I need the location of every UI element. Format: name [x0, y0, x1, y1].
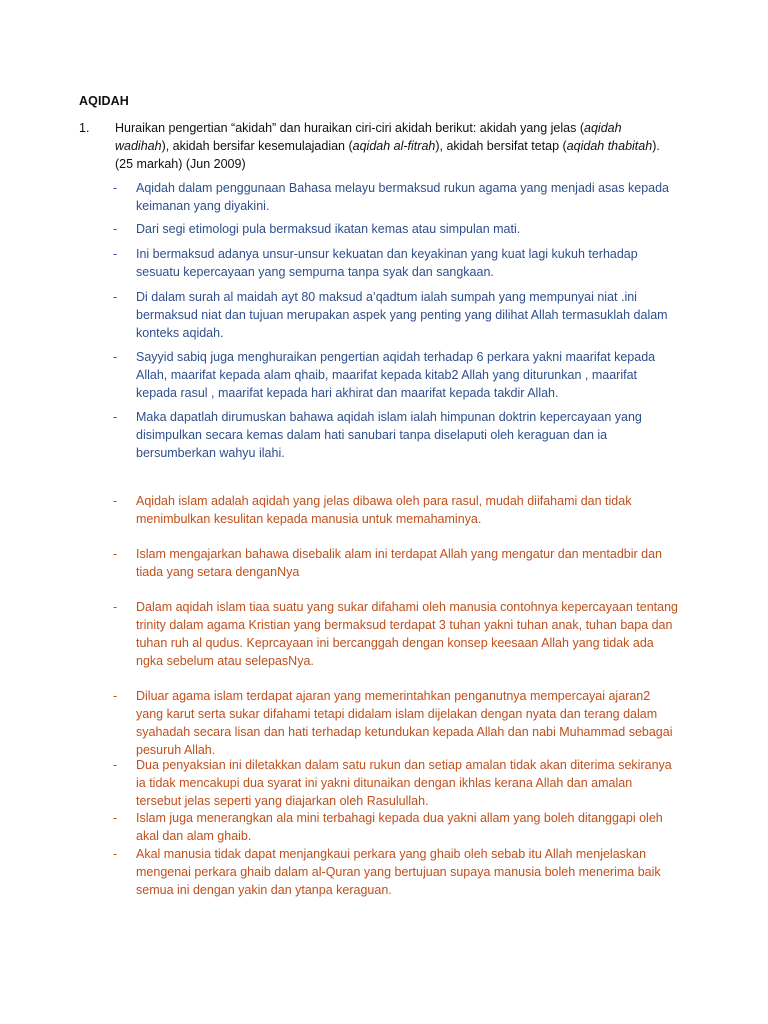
question-text-part: ), akidah bersifat tetap ( — [435, 139, 567, 153]
blue-point-3 — [113, 245, 678, 281]
point-text: Di dalam surah al maidah ayt 80 maksud a’qadtum ialah sumpah yang mempunyai niat .ini bermaksud niat dan tujuan merupakan aspek yang penting yang dilihat Allah termasuklah dalam konteks aqidah. — [136, 290, 668, 340]
point-text: Sayyid sabiq juga menghuraikan pengertian aqidah terhadap 6 perkara yakni maarifat kepada Allah, maarifat kepada alam qhaib, maarifat kepada kitab2 Allah yang diturunkan , maarifat kepada rasul , maarifat kepada hari akhirat dan maarifat kepada takdir Allah. — [136, 350, 656, 400]
bullet-dash: - — [113, 247, 118, 261]
orange-point-6 — [113, 809, 678, 845]
orange-point-1 — [113, 492, 678, 528]
orange-point-7 — [113, 845, 678, 899]
question-italic-term: aqidah thabitah — [566, 139, 653, 153]
point-text: Dari segi etimologi pula bermaksud ikatan kemas atau simpulan mati. — [136, 222, 521, 236]
orange-point-4 — [113, 687, 678, 759]
bullet-dash: - — [113, 758, 118, 772]
question-text-part: Huraikan pengertian “akidah” dan huraikan ciri-ciri akidah berikut: akidah yang jelas ( — [115, 121, 585, 135]
bullet-dash: - — [113, 494, 118, 508]
bullet-dash: - — [113, 350, 118, 364]
point-text: Diluar agama islam terdapat ajaran yang memerintahkan penganutnya mempercayai ajaran2 yang karut serta sukar difahami tetapi didalam islam dijelakan dengan nyata dan terang dalam syahadah secara lisan dan hati terhadap ketundukan kepada Allah dan nabi Muhammad sebagai pesuruh Allah. — [136, 689, 673, 757]
blue-point-1 — [113, 179, 678, 215]
bullet-dash: - — [113, 290, 118, 304]
blue-point-2 — [113, 220, 678, 238]
orange-point-2 — [113, 545, 678, 581]
point-text: Ini bermaksud adanya unsur-unsur kekuatan dan keyakinan yang kuat lagi kukuh terhadap sesuatu kepercayaan yang sempurna tanpa syak dan sangkaan. — [136, 247, 638, 279]
bullet-dash: - — [113, 847, 118, 861]
question-text-part: ). (25 markah) (Jun 2009) — [115, 139, 660, 171]
orange-point-5 — [113, 756, 678, 810]
document-heading: AQIDAH — [79, 94, 129, 108]
bullet-dash: - — [113, 181, 118, 195]
bullet-dash: - — [113, 600, 118, 614]
question-number: 1. — [79, 121, 90, 135]
blue-point-6 — [113, 408, 678, 462]
point-text: Islam mengajarkan bahawa disebalik alam ini terdapat Allah yang mengatur dan mentadbir dan tiada yang setara denganNya — [136, 547, 663, 579]
point-text: Dua penyaksian ini diletakkan dalam satu rukun dan setiap amalan tidak akan diterima sekiranya ia tidak mencakupi dua syarat ini yakni ditunaikan dengan ikhlas kerana Allah dan amalan tersebut jelas seperti yang diajarkan oleh Rasulullah. — [136, 758, 672, 808]
bullet-dash: - — [113, 547, 118, 561]
orange-point-3 — [113, 598, 678, 670]
question-1 — [79, 119, 679, 173]
bullet-dash: - — [113, 689, 118, 703]
blue-point-5 — [113, 348, 678, 402]
question-italic-term: aqidah al-fitrah — [352, 139, 436, 153]
bullet-dash: - — [113, 222, 118, 236]
point-text: Aqidah dalam penggunaan Bahasa melayu bermaksud rukun agama yang menjadi asas kepada keimanan yang diyakini. — [136, 181, 669, 213]
bullet-dash: - — [113, 811, 118, 825]
bullet-dash: - — [113, 410, 118, 424]
blue-point-4 — [113, 288, 678, 342]
point-text: Akal manusia tidak dapat menjangkaui perkara yang ghaib oleh sebab itu Allah menjelaskan mengenai perkara ghaib dalam al-Quran yang bertujuan supaya manusia boleh menerima baik semua ini dengan yakin dan ytanpa keraguan. — [136, 847, 661, 897]
question-text — [115, 119, 679, 173]
question-text-part: ), akidah bersifar kesemulajadian ( — [161, 139, 353, 153]
point-text: Aqidah islam adalah aqidah yang jelas dibawa oleh para rasul, mudah diifahami dan tidak menimbulkan kesulitan kepada manusia untuk memahaminya. — [136, 494, 632, 526]
point-text: Islam juga menerangkan ala mini terbahagi kepada dua yakni allam yang boleh ditanggapi oleh akal dan alam ghaib. — [136, 811, 663, 843]
point-text: Dalam aqidah islam tiaa suatu yang sukar difahami oleh manusia contohnya kepercayaan tentang trinity dalam agama Kristian yang bermaksud terdapat 3 tuhan yakni tuhan anak, tuhan bapa dan tuhan ruh al qudus. Keprcayaan ini bercanggah dengan konsep keesaan Allah yang tidak ada ngka sebelum atau selepasNya. — [136, 600, 678, 668]
question-italic-term: aqidah wadihah — [115, 121, 622, 153]
point-text: Maka dapatlah dirumuskan bahawa aqidah islam ialah himpunan doktrin kepercayaan yang disimpulkan secara kemas dalam hati sanubari tanpa diselaputi oleh keraguan dan ia bersumberkan wahyu ilahi. — [136, 410, 642, 460]
